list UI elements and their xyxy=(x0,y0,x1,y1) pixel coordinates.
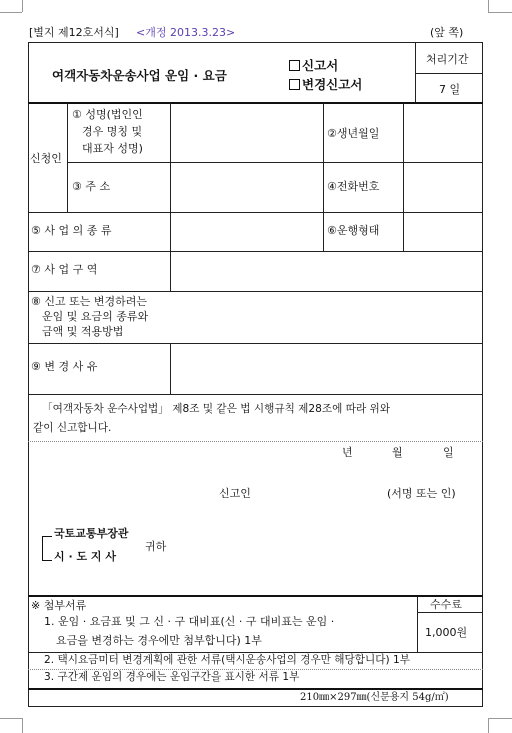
name-label-line1: ① 성명(법인인 xyxy=(72,108,143,121)
date-month-label: 월 xyxy=(392,446,403,459)
divider xyxy=(28,595,483,597)
form-number: [별지 제12호서식] xyxy=(29,26,119,39)
dotted-divider xyxy=(28,441,483,442)
applicant-sign-field[interactable] xyxy=(262,484,382,504)
operation-type-label: ⑥운행형태 xyxy=(327,224,380,237)
crop-mark xyxy=(22,0,23,12)
paper-spec: 210㎜×297㎜(신문용지 54g/㎡) xyxy=(300,692,449,703)
fare-label-line3: 금액 및 적용방법 xyxy=(42,325,124,338)
phone-input[interactable] xyxy=(404,163,482,212)
recipient-governor: 시 · 도 지 사 xyxy=(54,550,117,563)
address-label: ③ 주 소 xyxy=(72,180,111,193)
address-input[interactable] xyxy=(171,163,323,212)
fee-value: 1,000원 xyxy=(425,626,468,639)
crop-mark xyxy=(488,718,512,719)
declaration-line1: 「여객자동차 운수사업법」 제8조 및 같은 법 시행규칙 제28조에 따라 위와 xyxy=(42,403,391,415)
fee-label: 수수료 xyxy=(430,598,462,611)
crop-mark xyxy=(488,12,512,13)
attachment-item-3: 3. 구간제 운임의 경우에는 운임구간을 표시한 서류 1부 xyxy=(44,671,300,683)
attachment-item-1-line1: 1. 운임 · 요금표 및 그 신 · 구 대비표(신 · 구 대비표는 운임 · xyxy=(44,615,335,628)
attachments-title: ※ 첨부서류 xyxy=(31,599,87,612)
declaration-line2: 같이 신고합니다. xyxy=(33,422,112,434)
option-declaration[interactable]: 신고서 xyxy=(289,58,338,73)
fare-label-line1: ⑧ 신고 또는 변경하려는 xyxy=(31,295,147,308)
processing-period-label: 처리기간 xyxy=(426,53,469,66)
divider xyxy=(417,612,483,613)
signature-label: (서명 또는 인) xyxy=(387,487,456,500)
date-year-label: 년 xyxy=(342,446,353,459)
divider xyxy=(415,73,483,74)
phone-label: ④전화번호 xyxy=(327,180,380,193)
recipient-minister: 국토교통부장관 xyxy=(54,527,129,540)
crop-mark xyxy=(488,718,489,733)
recipient-bracket xyxy=(42,536,52,561)
crop-mark xyxy=(488,0,489,12)
form-title: 여객자동차운송사업 운임 · 요금 xyxy=(52,68,227,83)
option-change-declaration[interactable]: 변경신고서 xyxy=(289,77,362,92)
crop-mark xyxy=(0,718,22,719)
fare-label-line2: 운임 및 요금의 종류와 xyxy=(42,310,149,323)
birth-date-label: ②생년월일 xyxy=(327,127,380,140)
processing-period-value: 7 일 xyxy=(439,83,461,96)
divider xyxy=(67,103,68,213)
attachment-item-2: 2. 택시요금미터 변경계획에 관한 서류(택시운송사업의 경우만 해당합니다) 1부 xyxy=(44,654,410,666)
page-side: (앞 쪽) xyxy=(430,26,464,39)
birth-date-input[interactable] xyxy=(404,104,482,161)
applicant-sign-label: 신고인 xyxy=(219,487,251,500)
business-type-label: ⑤ 사 업 의 종 류 xyxy=(31,224,112,237)
date-day-label: 일 xyxy=(443,446,454,459)
business-area-label: ⑦ 사 업 구 역 xyxy=(31,263,98,276)
name-label-line2: 경우 명칭 및 xyxy=(82,125,143,138)
divider xyxy=(323,103,324,251)
divider xyxy=(28,394,483,395)
name-input[interactable] xyxy=(171,104,323,161)
applicant-label: 신청인 xyxy=(30,152,62,165)
divider xyxy=(417,596,418,652)
operation-type-input[interactable] xyxy=(404,213,482,251)
crop-mark xyxy=(0,12,22,13)
name-label-line3: 대표자 성명) xyxy=(82,142,143,155)
checkbox-icon xyxy=(289,60,300,71)
change-reason-label: ⑨ 변 경 사 유 xyxy=(31,360,98,373)
change-reason-input[interactable] xyxy=(171,344,482,393)
fare-input[interactable] xyxy=(171,292,482,342)
business-area-input[interactable] xyxy=(171,252,482,291)
revision-note: <개정 2013.3.23> xyxy=(136,26,236,39)
checkbox-icon xyxy=(289,79,300,90)
honorific: 귀하 xyxy=(145,540,167,553)
attachment-item-1-line2: 요금을 변경하는 경우에만 첨부합니다) 1부 xyxy=(56,634,262,647)
crop-mark xyxy=(22,718,23,733)
business-type-input[interactable] xyxy=(171,213,323,251)
